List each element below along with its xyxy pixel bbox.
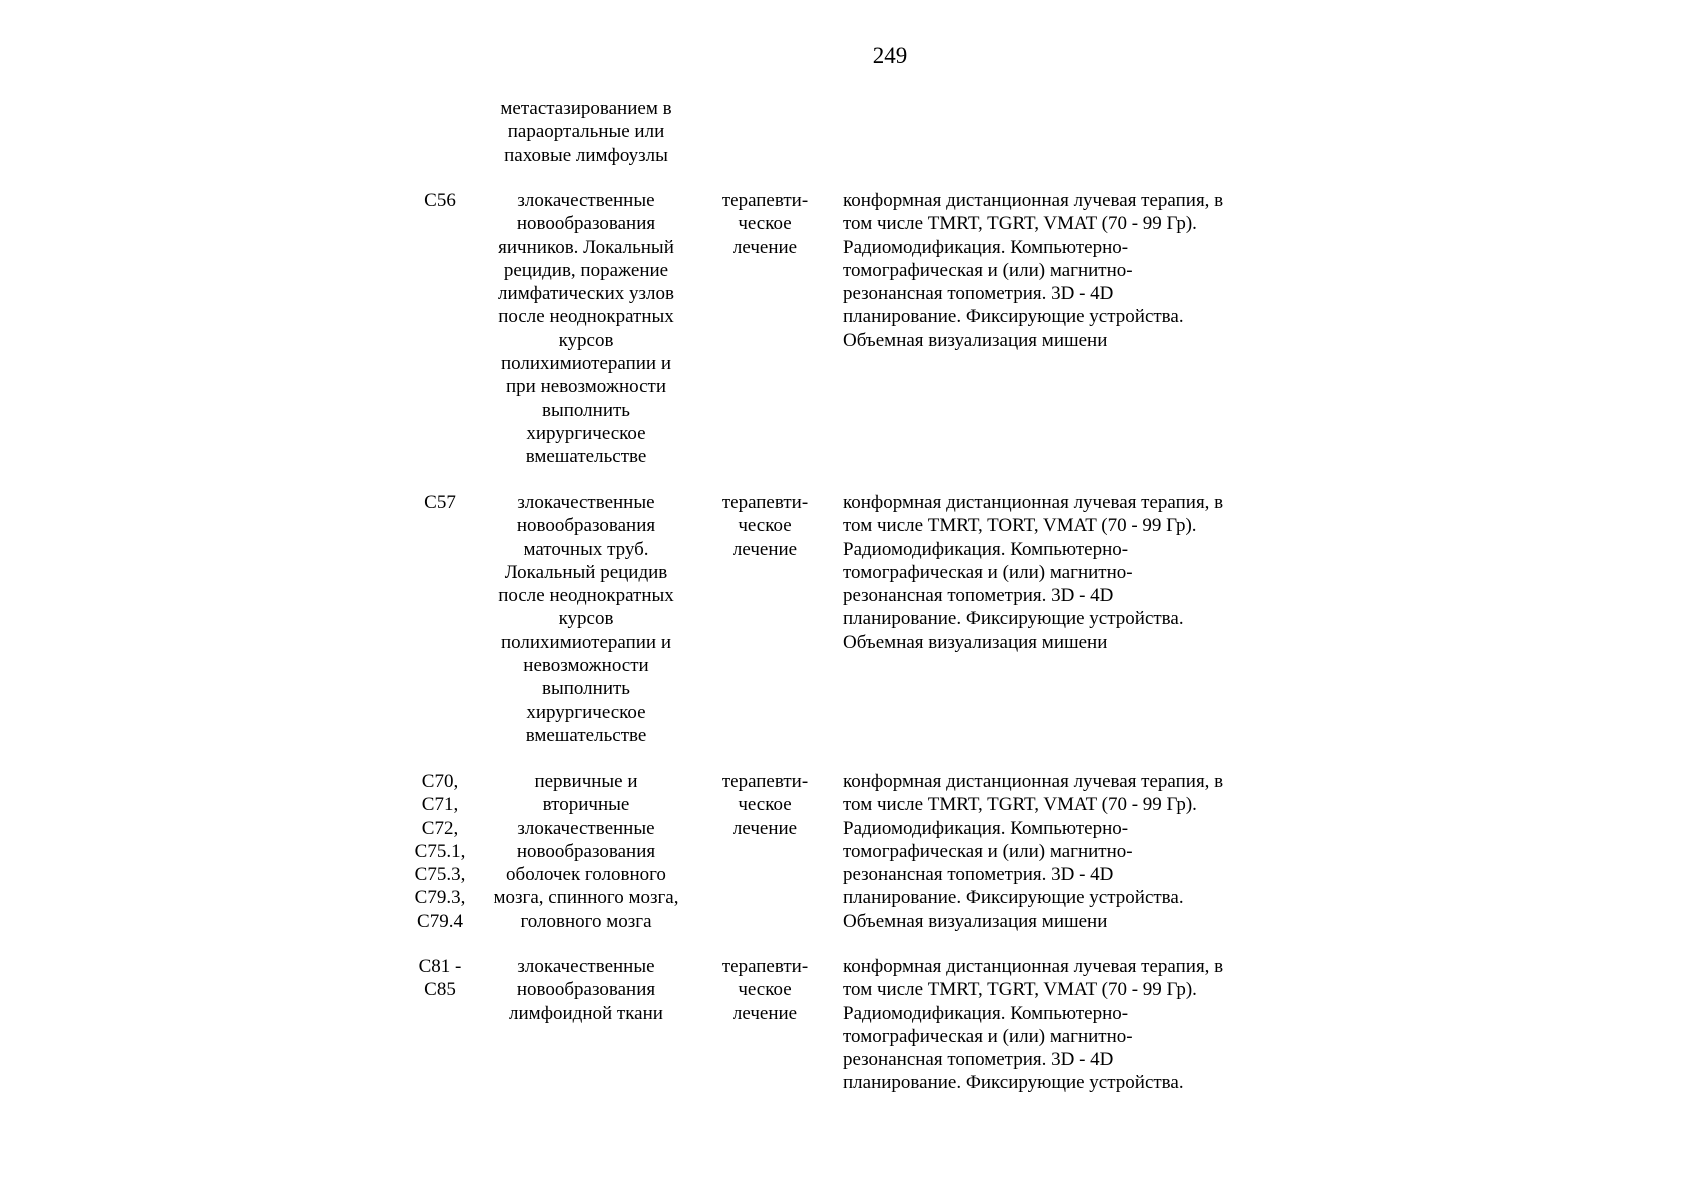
row-method: конформная дистанционная лучевая терапия, в том числе TMRT, TORT, VMAT (70 - 99 Гр). Радиомодификация. Компьютерно- томографическая и (или) магнитно- резонансная топометрия. 3D - 4D планирование. Фиксирующие устройства. Объемная визуализация мишени	[843, 492, 1224, 653]
row-disease: злокачественные новообразования лимфоидной ткани	[509, 956, 663, 1024]
row-code: C81 - C85	[418, 956, 462, 1001]
row-method: конформная дистанционная лучевая терапия, в том числе TMRT, TGRT, VMAT (70 - 99 Гр). Радиомодификация. Компьютерно- томографическая и (или) магнитно- резонансная топометрия. 3D - 4D планирование. Фиксирующие устройства.	[843, 956, 1224, 1094]
row-method: конформная дистанционная лучевая терапия, в том числе TMRT, TGRT, VMAT (70 - 99 Гр). Радиомодификация. Компьютерно- томографическая и (или) магнитно- резонансная топометрия. 3D - 4D планирование. Фиксирующие устройства. Объемная визуализация мишени	[843, 771, 1224, 932]
row-code: C70, C71, C72, C75.1, C75.3, C79.3, C79.4	[414, 771, 466, 932]
row-method: конформная дистанционная лучевая терапия, в том числе TMRT, TGRT, VMAT (70 - 99 Гр). Радиомодификация. Компьютерно- томографическая и (или) магнитно- резонансная топометрия. 3D - 4D планирование. Фиксирующие устройства. Объемная визуализация мишени	[843, 190, 1224, 351]
row-treatment-type: терапевти- ческое лечение	[721, 492, 809, 560]
row-treatment-type: терапевти- ческое лечение	[721, 956, 809, 1024]
row-disease: метастазированием в параортальные или паховые лимфоузлы	[500, 98, 672, 166]
row-code: C56	[424, 190, 456, 211]
row-code: C57	[424, 492, 456, 513]
row-treatment-type: терапевти- ческое лечение	[721, 771, 809, 839]
row-treatment-type: терапевти- ческое лечение	[721, 190, 809, 258]
row-disease: первичные и вторичные злокачественные новообразования оболочек головного мозга, спинного мозга, головного мозга	[493, 771, 679, 932]
page-number: 249	[872, 43, 908, 68]
row-disease: злокачественные новообразования маточных труб. Локальный рецидив после неоднократных курсов полихимиотерапии и невозможности выполнить хирургическое вмешательстве	[498, 492, 674, 746]
row-disease: злокачественные новообразования яичников. Локальный рецидив, поражение лимфатических узлов после неоднократных курсов полихимиотерапии и при невозможности выполнить хирургическое вмешательстве	[498, 190, 674, 468]
